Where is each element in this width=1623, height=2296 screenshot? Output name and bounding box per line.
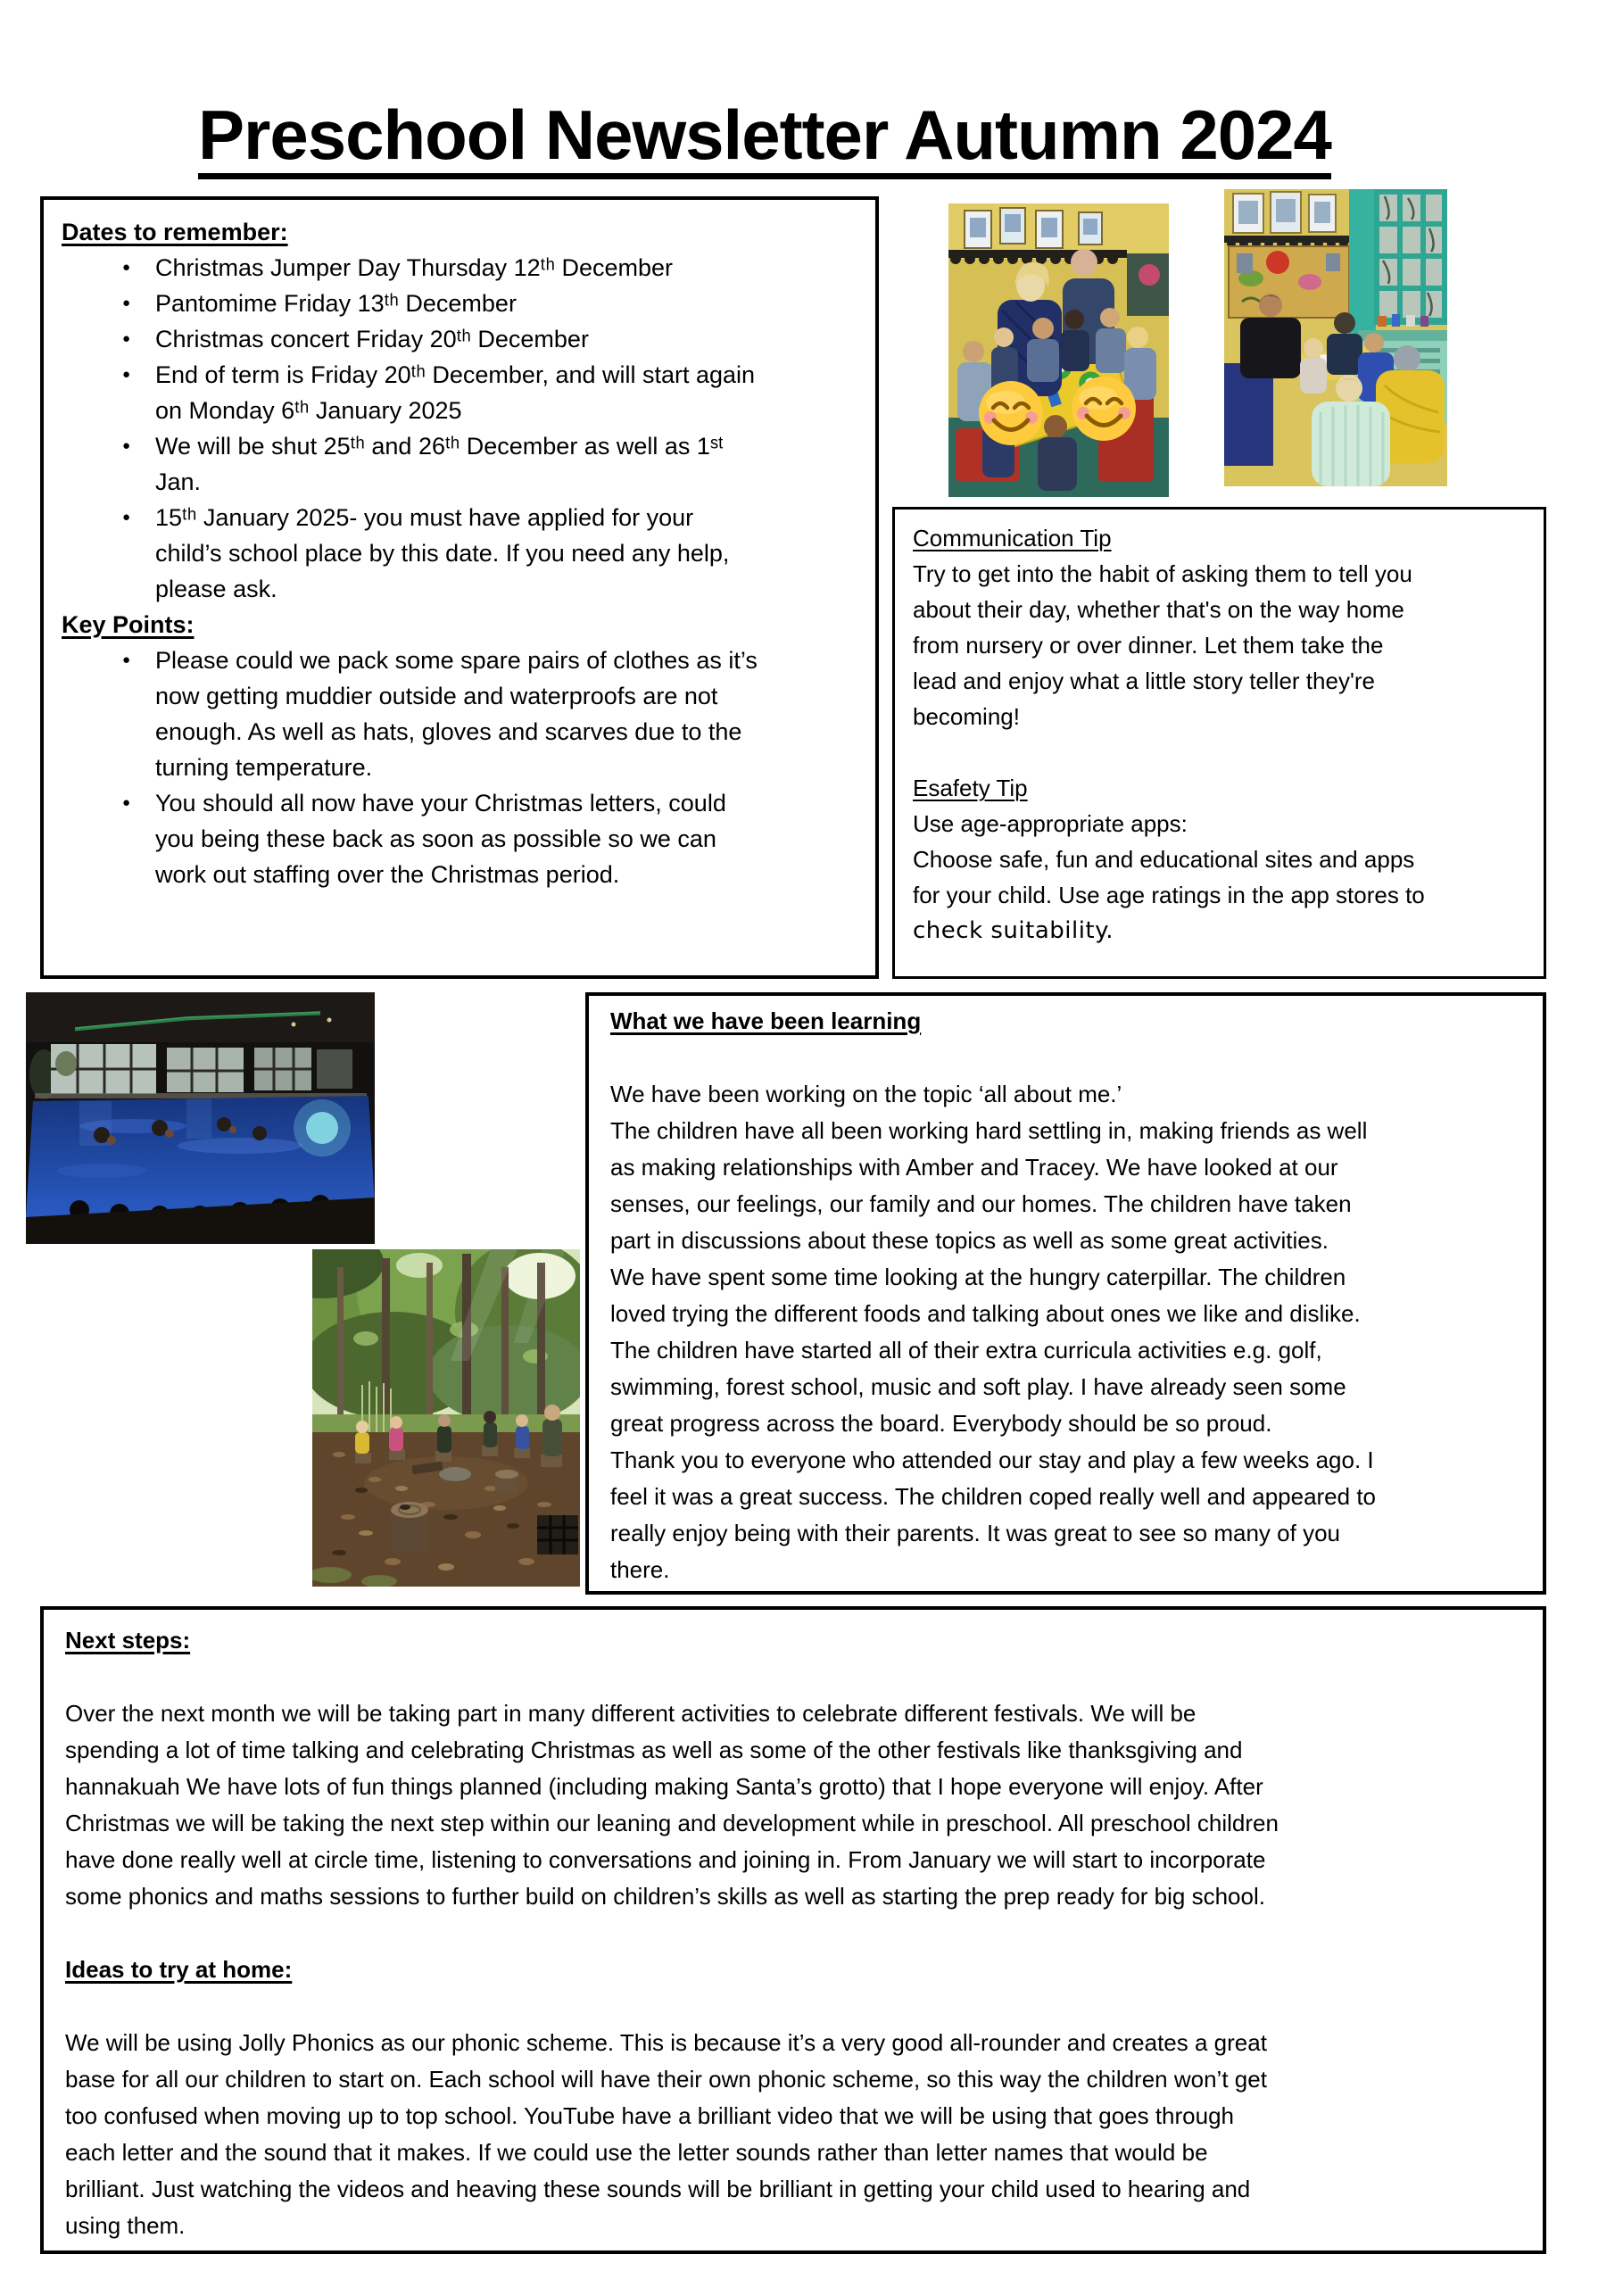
text-line: ● Christmas concert Friday 20ᵗʰ December [62, 321, 857, 357]
text-line: spending a lot of time talking and celebrating Christmas as well as some of the other festivals like thanksgiving and [65, 1737, 1243, 1763]
classroom-window-photo [1224, 189, 1447, 486]
swimming-pool-photo [26, 992, 375, 1244]
section-heading: Next steps: [65, 1627, 191, 1654]
text-line: part in discussions about these topics as well as some great activities. [610, 1227, 1329, 1254]
classroom-party-illustration [948, 203, 1169, 497]
text-line: lead and enjoy what a little story teller they're [913, 667, 1376, 694]
text-line: there. [610, 1556, 670, 1583]
text-line: about their day, whether that's on the way home [913, 596, 1404, 623]
text-line: The children have started all of their extra curricula activities e.g. golf, [610, 1337, 1322, 1364]
text-line: enough. As well as hats, gloves and scarves due to the [155, 718, 742, 745]
section-heading: Key Points: [62, 611, 195, 638]
text-line: becoming! [913, 703, 1020, 730]
text-line: swimming, forest school, music and soft play. I have already seen some [610, 1373, 1346, 1400]
text-line: Christmas we will be taking the next step within our leaning and development while in preschool. All preschool children [65, 1810, 1279, 1836]
bottom-box-content [65, 1622, 1521, 2244]
text-line: have done really well at circle time, listening to conversations and joining in. From January we will start to incorporate [65, 1846, 1266, 1873]
text-line: for your child. Use age ratings in the app stores to [913, 882, 1425, 908]
text-line: loved trying the different foods and talking about ones we like and dislike. [610, 1300, 1361, 1327]
text-line: We will be using Jolly Phonics as our phonic scheme. This is because it’s a very good all-rounder and creates a great [65, 2029, 1267, 2056]
text-line [65, 1988, 1521, 2025]
learning-box-content [610, 1003, 1521, 1588]
dates-key-points-box [40, 196, 879, 979]
tips-box [892, 507, 1546, 979]
learning-box [585, 992, 1546, 1595]
text-line: hannakuah We have lots of fun things planned (including making Santa’s grotto) that I hope everyone will enjoy. After [65, 1773, 1263, 1800]
text-line: check suitability. [913, 917, 1114, 944]
text-line: Jan. [155, 468, 202, 495]
section-heading: Esafety Tip [913, 775, 1028, 801]
text-line: ● We will be shut 25ᵗʰ and 26ᵗʰ December as well as 1ˢᵗ [62, 428, 857, 464]
text-line: as making relationships with Amber and Tracey. We have looked at our [610, 1154, 1338, 1181]
text-line: Choose safe, fun and educational sites and apps [913, 846, 1415, 873]
text-line: ● You should all now have your Christmas letters, could [62, 785, 857, 821]
text-line: Thank you to everyone who attended our stay and play a few weeks ago. I [610, 1446, 1374, 1473]
text-line: child’s school place by this date. If you need any help, [155, 540, 730, 567]
text-line: Use age-appropriate apps: [913, 810, 1188, 837]
text-line [610, 1040, 1521, 1076]
text-line [913, 734, 1526, 770]
dates-box-content [62, 214, 857, 892]
classroom-party-photo [948, 203, 1169, 497]
classroom-window-illustration [1224, 189, 1447, 486]
text-line: ● 15ᵗʰ January 2025- you must have applied for your [62, 500, 857, 535]
text-line: from nursery or over dinner. Let them take the [913, 632, 1384, 659]
text-line: ● Pantomime Friday 13ᵗʰ December [62, 286, 857, 321]
text-line: using them. [65, 2212, 186, 2239]
text-line: senses, our feelings, our family and our homes. The children have taken [610, 1190, 1352, 1217]
text-line: ● Please could we pack some spare pairs of clothes as it’s [62, 642, 857, 678]
next-steps-ideas-box [40, 1606, 1546, 2254]
text-line: each letter and the sound that it makes. If we could use the letter sounds rather than letter names that would be [65, 2139, 1208, 2166]
text-line: turning temperature. [155, 754, 373, 781]
text-line: brilliant. Just watching the videos and heaving these sounds will be brilliant in getting your child used to hearing and [65, 2176, 1251, 2202]
text-line: please ask. [155, 576, 277, 602]
text-line: The children have all been working hard settling in, making friends as well [610, 1117, 1368, 1144]
forest-school-illustration [312, 1249, 580, 1587]
text-line: ● End of term is Friday 20ᵗʰ December, and will start again [62, 357, 857, 393]
text-line: work out staffing over the Christmas period. [155, 861, 620, 888]
text-line: Try to get into the habit of asking them to tell you [913, 560, 1412, 587]
text-line: really enjoy being with their parents. It was great to see so many of you [610, 1520, 1340, 1546]
swimming-pool-illustration [26, 992, 375, 1244]
text-line [65, 1659, 1521, 1695]
tips-box-content [913, 520, 1526, 949]
page-title: Preschool Newsletter Autumn 2024 [198, 100, 1331, 179]
text-line: We have spent some time looking at the hungry caterpillar. The children [610, 1264, 1346, 1290]
smiling-emoji-overlay [1071, 376, 1137, 442]
text-line: too confused when moving up to top school. YouTube have a brilliant video that we will be using that goes through [65, 2102, 1235, 2129]
text-line: ● Christmas Jumper Day Thursday 12ᵗʰ December [62, 250, 857, 286]
section-heading: Dates to remember: [62, 219, 288, 245]
forest-school-photo [312, 1249, 580, 1587]
text-line: now getting muddier outside and waterproofs are not [155, 683, 718, 709]
text-line: Over the next month we will be taking part in many different activities to celebrate different festivals. We will be [65, 1700, 1197, 1727]
text-line: great progress across the board. Everybody should be so proud. [610, 1410, 1272, 1437]
text-line: We have been working on the topic ‘all about me.’ [610, 1081, 1122, 1107]
text-line: base for all our children to start on. Each school will have their own phonic scheme, so this way the children won’t get [65, 2066, 1267, 2093]
text-line [65, 1915, 1521, 1952]
section-heading: What we have been learning [610, 1007, 922, 1034]
section-heading: Communication Tip [913, 525, 1112, 551]
text-line: you being these back as soon as possible so we can [155, 825, 716, 852]
text-line: on Monday 6ᵗʰ January 2025 [155, 397, 462, 424]
smiling-emoji-overlay [978, 380, 1044, 446]
text-line: some phonics and maths sessions to further build on children’s skills as well as starting the prep ready for big school. [65, 1883, 1265, 1910]
section-heading: Ideas to try at home: [65, 1956, 293, 1983]
text-line: feel it was a great success. The children coped really well and appeared to [610, 1483, 1377, 1510]
